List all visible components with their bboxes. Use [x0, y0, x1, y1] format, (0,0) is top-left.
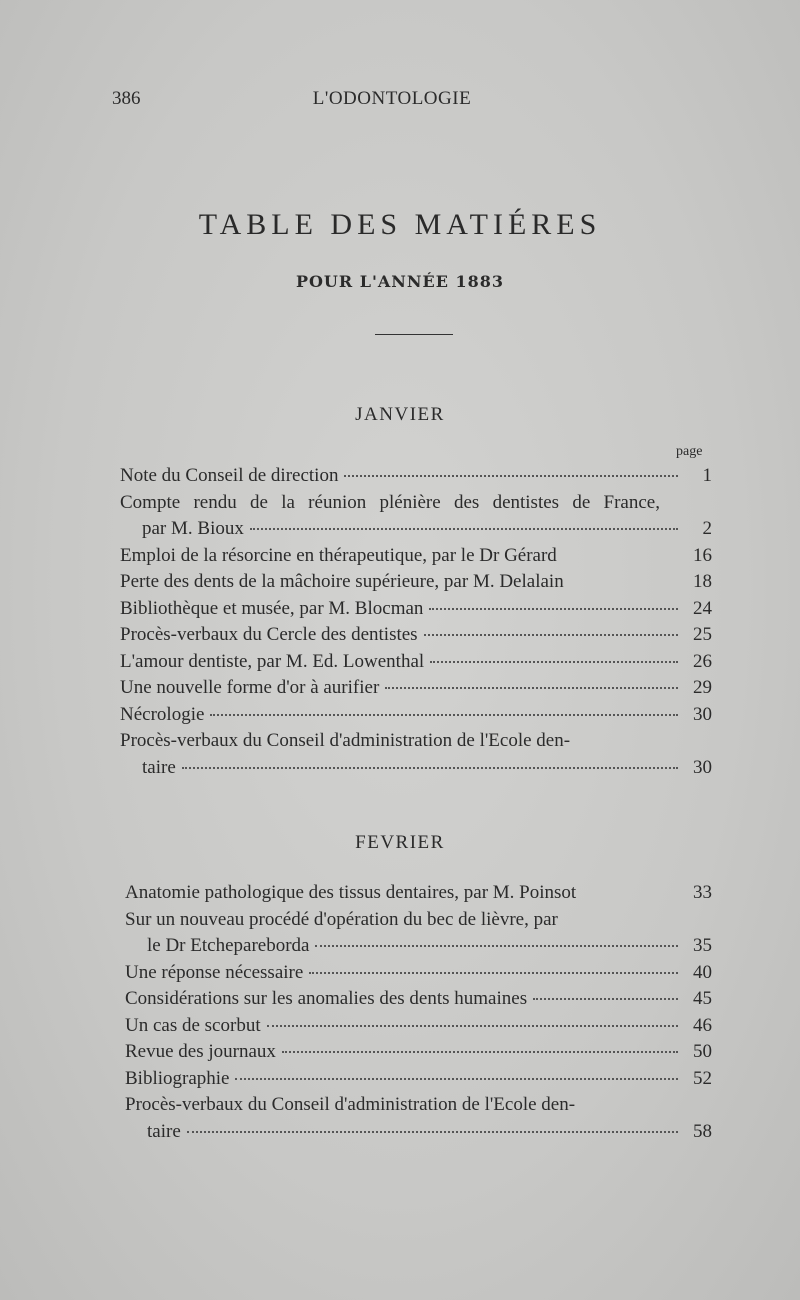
toc-entry: Une réponse nécessaire 40 [125, 961, 712, 983]
section-heading-janvier: JANVIER [355, 404, 445, 425]
toc-entry: Perte des dents de la mâchoire supérieure, par M. Delalain 18 [120, 571, 712, 592]
toc-entry: Emploi de la résorcine en thérapeutique, par le Dr Gérard 16 [120, 544, 712, 566]
page-number: 386 [112, 88, 141, 109]
toc-entry: Note du Conseil de direction 1 [120, 465, 712, 486]
toc-entry-line: Procès-verbaux du Conseil d'administration de l'Ecole den- [120, 730, 571, 751]
running-title: L'ODONTOLOGIE [312, 88, 472, 109]
toc-fevrier [125, 882, 712, 1147]
toc-entry-line: Compte rendu de la réunion plénière des dentistes de France, [120, 491, 660, 513]
toc-entry: Considérations sur les anomalies des dents humaines 45 [125, 988, 712, 1009]
title-rule [375, 334, 453, 335]
toc-entry-line: Sur un nouveau procédé d'opération du bec de lièvre, par [125, 908, 558, 930]
running-header [112, 88, 672, 112]
page-column-label: page [676, 444, 703, 459]
toc-entry: taire 58 [147, 1120, 712, 1142]
toc-entry: Procès-verbaux du Cercle des dentistes 25 [120, 624, 712, 645]
toc-janvier [120, 465, 712, 783]
toc-entry: Nécrologie 30 [120, 703, 712, 725]
toc-entry: par M. Bioux 2 [142, 518, 712, 539]
page-subtitle: POUR L'ANNÉE 1883 [295, 272, 505, 291]
page-title: TABLE DES MATIÉRES [198, 208, 602, 241]
toc-entry: L'amour dentiste, par M. Ed. Lowenthal 26 [120, 650, 712, 672]
toc-entry: Une nouvelle forme d'or à aurifier 29 [120, 677, 712, 698]
toc-entry: le Dr Etchepareborda 35 [147, 935, 712, 956]
toc-entry: taire 30 [142, 756, 712, 778]
toc-entry: Revue des journaux 50 [125, 1041, 712, 1062]
toc-entry: Un cas de scorbut 46 [125, 1014, 712, 1036]
toc-entry: Anatomie pathologique des tissus dentaires, par M. Poinsot 33 [125, 882, 712, 903]
toc-entry-line: Procès-verbaux du Conseil d'administration de l'Ecole den- [125, 1094, 576, 1115]
toc-entry: Bibliographie 52 [125, 1067, 712, 1089]
toc-entry: Bibliothèque et musée, par M. Blocman 24 [120, 597, 712, 619]
section-heading-fevrier: FEVRIER [355, 832, 445, 853]
